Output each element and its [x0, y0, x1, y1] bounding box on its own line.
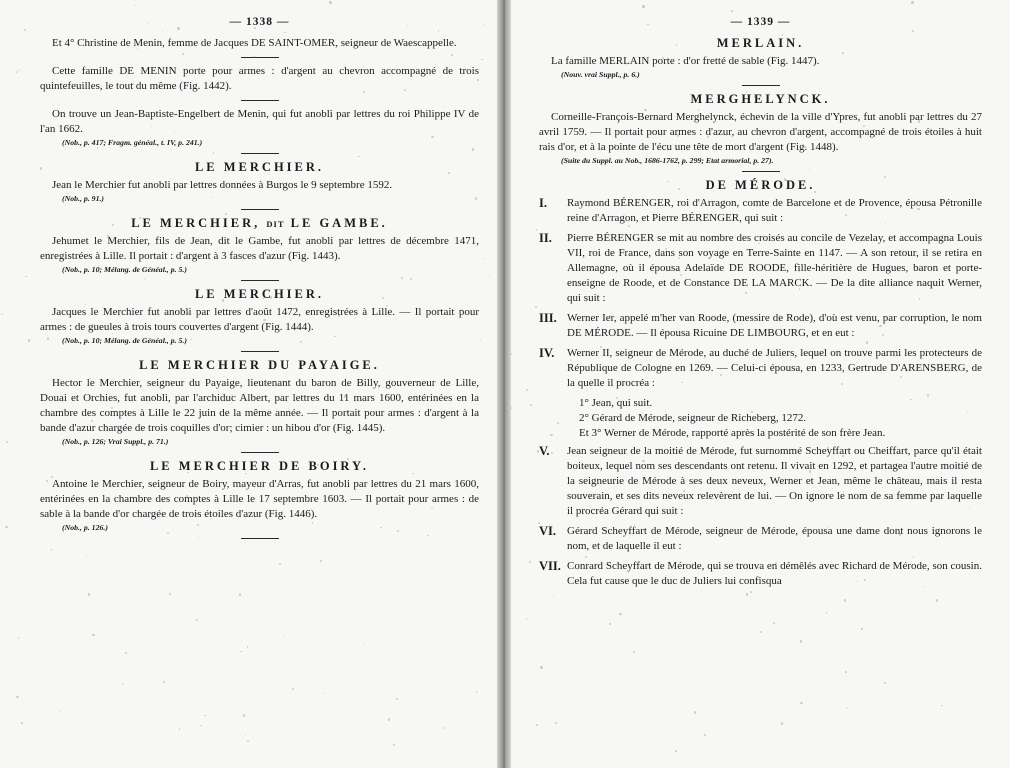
scan-speckle: [91, 420, 93, 422]
genealogy-entry: [539, 346, 982, 391]
scan-speckle: [676, 44, 677, 45]
scan-speckle: [694, 711, 696, 713]
scan-speckle: [481, 59, 483, 61]
scan-speckle: [859, 255, 860, 256]
scan-speckle: [239, 593, 242, 596]
genealogy-entry-text: Werner Ier, appelé m'her van Roode, (messire de Rode), d'où est venu, par corruption, le nom DE MÉRODE. — Il épousa Ricuine DE LIMBOURG, et en eut :: [567, 312, 982, 339]
scan-speckle: [18, 637, 20, 639]
scan-speckle: [677, 134, 679, 136]
scan-speckle: [633, 651, 635, 653]
section-title-text: LE MERCHIER DU PAYAIGE.: [139, 358, 380, 372]
scan-speckle: [200, 725, 202, 727]
scan-speckle: [148, 226, 149, 227]
scan-speckle: [704, 734, 706, 736]
scan-speckle: [707, 136, 709, 138]
scan-speckle: [28, 339, 30, 341]
scan-speckle: [135, 5, 136, 6]
scan-speckle: [590, 266, 592, 268]
scan-speckle: [197, 524, 199, 526]
scan-speckle: [284, 32, 285, 33]
scan-speckle: [804, 146, 805, 147]
scan-speckle: [263, 319, 265, 321]
scan-speckle: [776, 333, 778, 335]
paragraph: Jacques le Merchier fut anobli par lettres d'août 1472, enregistrées à Lille. — Il portait pour armes : de gueules à trois tours couvertes d'argent (Fig. 1444).: [40, 306, 479, 333]
section-title-text: LE MERCHIER,: [131, 216, 261, 230]
paragraph: Et 4° Christine de Menin, femme de Jacques DE SAINT-OMER, seigneur de Waescappelle.: [52, 37, 457, 49]
scan-speckle: [5, 526, 8, 529]
generation-number: III.: [539, 311, 557, 325]
scan-speckle: [760, 631, 762, 633]
scan-speckle: [292, 688, 294, 690]
scan-speckle: [270, 296, 273, 299]
section-title-text: DE MÉRODE.: [705, 178, 816, 192]
section-title: [40, 160, 479, 175]
genealogy-entry: [539, 311, 982, 341]
scan-speckle: [745, 292, 747, 294]
section-title: [40, 216, 479, 231]
scan-speckle: [6, 441, 8, 443]
scan-speckle: [364, 643, 365, 644]
scan-speckle: [707, 419, 708, 420]
genealogy-entry-text: Conrard Scheyffart de Mérode, qui se trouva en démêlés avec Richard de Mérode, son cousin. Cela fut cause que le duc de Juliers lui confisqua: [567, 560, 982, 587]
scan-speckle: [912, 30, 914, 32]
genealogy-entry: [539, 196, 982, 226]
scan-speckle: [88, 593, 90, 595]
scan-speckle: [609, 315, 611, 317]
scan-speckle: [243, 714, 245, 716]
section-title-text: LE MERCHIER.: [194, 287, 325, 301]
paragraph: Antoine le Merchier, seigneur de Boiry, mayeur d'Arras, fut anobli par lettres du 21 mars 1600, entérinées en la chambre des comptes à Lille le 17 septembre 1603. — Il portait pour armes : de sable à la bande d'or chargée de trois étoiles d'azur (Fig. 1446).: [40, 478, 479, 520]
source-reference: (Nouv. vrai Suppl., p. 6.): [561, 70, 640, 79]
section-divider: [241, 100, 279, 101]
scan-speckle: [438, 30, 440, 32]
genealogy-entry-text: Gérard Scheyffart de Mérode, seigneur de Mérode, épousa une dame dont nous ignorons le nom, et de laquelle il eut :: [567, 525, 982, 552]
scan-speckle: [177, 27, 179, 29]
scan-speckle: [936, 599, 938, 601]
scan-speckle: [536, 724, 538, 726]
generation-number: II.: [539, 231, 552, 245]
scan-speckle: [338, 315, 339, 316]
scan-speckle: [844, 599, 846, 601]
scan-speckle: [856, 581, 857, 582]
scan-speckle: [693, 98, 696, 101]
scan-speckle: [320, 560, 322, 562]
scan-speckle: [489, 275, 490, 276]
paragraph: La famille MERLAIN porte : d'or fretté de sable (Fig. 1447).: [551, 55, 820, 67]
left-page-body: [40, 36, 479, 539]
scan-speckle: [675, 750, 677, 752]
source-reference: (Nob., p. 126; Vrai Suppl., p. 71.): [62, 437, 169, 446]
page-number: — 1338 —: [229, 16, 290, 28]
genealogy-entry-text: Jean seigneur de la moitié de Mérode, fut surnommé Scheyffart ou Cheiffart, parce qu'il était boiteux, lequel nom ses descendants ont retenu. Il vivait en 1292, et partagea l'autre moitié de la seigneurie de Mérode à ses deux neveux, Werner et Jean, même le château, mais il resta souverain, et ses dits neveux relevèrent de lui. — On ignore le nom de sa femme par laquelle il procréa Gérard qui suit :: [567, 445, 982, 517]
scan-speckle: [21, 722, 23, 724]
scan-speckle: [151, 126, 152, 127]
scan-speckle: [477, 79, 478, 80]
paragraph: Corneille-François-Bernard Merghelynck, échevin de la ville d'Ypres, fut anobli par lettres du 27 avril 1759. — Il portait pour armes : d'azur, au chevron d'argent, accompagné de trois étoiles à huit rais d'or, et à la pointe de l'écu une tête de mort d'argent (Fig. 1448).: [539, 111, 982, 153]
right-page-body: [539, 36, 982, 589]
scan-speckle: [879, 325, 881, 327]
scan-speckle: [589, 495, 590, 496]
scan-speckle: [529, 561, 531, 563]
scan-speckle: [609, 623, 610, 624]
scan-speckle: [773, 622, 775, 624]
genealogy-entry: [539, 231, 982, 306]
section-title-text: LE MERCHIER DE BOIRY.: [149, 459, 370, 473]
scan-speckle: [698, 109, 700, 111]
scan-speckle: [263, 464, 264, 465]
scan-speckle: [962, 352, 963, 353]
scan-speckle: [619, 613, 621, 615]
section-title: [539, 178, 982, 193]
scan-speckle: [448, 172, 450, 174]
source-reference: (Nob., p. 417; Fragm. généal., t. IV, p. 241.): [62, 138, 203, 147]
section-divider: [742, 171, 780, 172]
genealogy-entry: [539, 524, 982, 554]
generation-number: I.: [539, 196, 547, 210]
scan-speckle: [845, 671, 847, 673]
scan-speckle: [472, 148, 474, 150]
page-number: — 1339 —: [730, 16, 791, 28]
scan-speckle: [666, 575, 667, 576]
genealogy-subitem: 2° Gérard de Mérode, seigneur de Richeberg, 1272.: [579, 412, 807, 424]
scan-speckle: [536, 229, 537, 230]
section-divider: [241, 351, 279, 352]
scan-speckle: [174, 132, 175, 133]
scan-speckle: [750, 591, 752, 593]
scan-speckle: [225, 213, 227, 215]
scan-speckle: [308, 310, 310, 312]
section-title-dit: DIT: [266, 219, 285, 229]
scan-speckle: [844, 563, 846, 565]
genealogy-entry-text: Raymond BÉRENGER, roi d'Arragon, comte de Barcelone et de Provence, épousa Pétronille reine d'Arragon, et Pierre BÉRENGER, qui suit :: [567, 197, 982, 224]
scan-speckle: [754, 96, 755, 97]
scan-speckle: [899, 533, 901, 535]
scan-speckle: [187, 312, 189, 314]
scan-speckle: [614, 144, 616, 146]
scan-speckle: [800, 702, 802, 704]
scan-speckle: [386, 305, 388, 307]
scan-speckle: [137, 48, 138, 49]
genealogy-entry: [539, 559, 982, 589]
scan-speckle: [125, 652, 127, 654]
scan-speckle: [911, 1, 913, 3]
scan-speckle: [431, 136, 433, 138]
scan-speckle: [107, 235, 109, 237]
paragraph: Jehumet le Merchier, fils de Jean, dit le Gambe, fut anobli par lettres de décembre 1471, enregistrées à Lille. Il portait : d'argent à 3 fasces d'azur (Fig. 1443).: [40, 235, 479, 262]
scan-speckle: [800, 640, 802, 642]
scan-speckle: [344, 395, 346, 397]
scan-speckle: [401, 277, 403, 279]
scan-speckle: [25, 276, 26, 277]
paragraph: Cette famille DE MENIN porte pour armes : d'argent au chevron accompagné de trois quintefeuilles, le tout du même (Fig. 1442).: [40, 65, 479, 92]
scan-speckle: [701, 591, 702, 592]
scan-speckle: [51, 549, 52, 550]
scan-speckle: [814, 191, 816, 193]
scan-speckle: [784, 178, 786, 180]
scan-speckle: [111, 407, 113, 409]
scan-speckle: [16, 71, 17, 72]
scan-speckle: [665, 248, 667, 250]
scan-speckle: [182, 53, 184, 55]
scan-speckle: [186, 495, 188, 497]
right-page: [505, 0, 1010, 768]
scan-speckle: [240, 651, 242, 653]
section-title-text: MERLAIN.: [716, 36, 805, 50]
scan-speckle: [884, 176, 886, 178]
scan-speckle: [67, 193, 68, 194]
scan-speckle: [917, 208, 919, 210]
scan-speckle: [553, 596, 554, 597]
scan-speckle: [526, 389, 528, 391]
genealogy-entry-text: Pierre BÉRENGER se mit au nombre des croisés au concile de Vezelay, et accompagna Louis VII, roi de France, dans son voyage en Terre-Sainte en 1147. — A son retour, il se retira en Allemagne, où il épousa Adelaïde DE ROODE, fille-héritière de Hugues, baron et porte-enseigne de Roode, et de Constance DE LA MARCK. — De la dite alliance naquit Werner, qui suit :: [567, 232, 982, 304]
scan-speckle: [263, 297, 264, 298]
scan-speckle: [187, 472, 188, 473]
source-reference: (Nob., p. 10; Mélang. de Généal., p. 5.): [62, 265, 187, 274]
section-divider: [241, 452, 279, 453]
scan-speckle: [843, 491, 844, 492]
scan-speckle: [169, 593, 171, 595]
scan-speckle: [845, 214, 847, 216]
scan-speckle: [827, 447, 828, 448]
source-reference: (Nob., p. 126.): [62, 523, 108, 532]
scan-speckle: [46, 480, 48, 482]
scan-speckle: [846, 707, 847, 708]
section-divider: [241, 538, 279, 539]
scan-speckle: [555, 722, 557, 724]
scan-speckle: [731, 10, 733, 12]
scan-speckle: [231, 395, 232, 396]
scan-speckle: [40, 167, 42, 169]
scan-speckle: [861, 628, 863, 630]
scan-speckle: [816, 353, 818, 355]
scan-speckle: [746, 593, 748, 595]
scan-speckle: [480, 340, 481, 341]
scan-speckle: [112, 224, 114, 226]
scan-speckle: [842, 52, 844, 54]
scan-speckle: [681, 419, 682, 420]
scan-speckle: [642, 460, 644, 462]
scan-speckle: [196, 619, 198, 621]
scan-speckle: [312, 522, 314, 524]
generation-number: VI.: [539, 524, 557, 538]
scan-speckle: [979, 287, 981, 289]
scan-speckle: [535, 306, 537, 308]
scan-speckle: [570, 359, 571, 360]
scan-speckle: [204, 715, 206, 717]
genealogy-entry-text: Werner II, seigneur de Mérode, au duché de Juliers, lequel on trouve parmi les protecteurs de République de Cologne en 1269. — Celui-ci épousa, en 1233, Gertrude D'ARENSBERG, de la quelle il procréa :: [567, 347, 982, 389]
scan-speckle: [927, 394, 929, 396]
scan-speckle: [163, 681, 165, 683]
scan-speckle: [24, 29, 26, 31]
scan-speckle: [751, 411, 753, 413]
scan-speckle: [826, 612, 828, 614]
scan-speckle: [799, 270, 801, 272]
scan-speckle: [86, 555, 88, 557]
scan-speckle: [92, 634, 94, 636]
scan-speckle: [347, 458, 349, 460]
scan-speckle: [642, 5, 645, 8]
section-title-text: MERGHELYNCK.: [690, 92, 831, 106]
scan-speckle: [866, 341, 868, 343]
scan-speckle: [388, 718, 391, 721]
section-title: [40, 358, 479, 373]
scan-speckle: [247, 646, 249, 648]
scan-speckle: [540, 666, 542, 668]
scan-speckle: [329, 1, 331, 3]
source-reference: (Suite du Suppl. au Nob., 1686-1762, p. 299; Etat armorial, p. 27).: [561, 156, 774, 165]
generation-number: VII.: [539, 559, 561, 573]
source-reference: (Nob., p. 10; Mélang. de Généal., p. 5.): [62, 336, 187, 345]
section-title-text: LE MERCHIER.: [194, 160, 325, 174]
scan-speckle: [444, 727, 445, 728]
scan-speckle: [526, 618, 528, 620]
source-reference: (Nob., p. 91.): [62, 194, 105, 203]
section-divider: [241, 57, 279, 58]
section-divider: [241, 153, 279, 154]
scan-speckle: [382, 297, 384, 299]
scan-speckle: [918, 120, 920, 122]
scan-speckle: [483, 258, 485, 260]
scan-speckle: [190, 339, 191, 340]
scan-speckle: [461, 309, 462, 310]
section-divider: [241, 209, 279, 210]
section-divider: [742, 85, 780, 86]
scan-speckle: [222, 299, 224, 301]
scan-speckle: [842, 455, 844, 457]
paragraph: Hector le Merchier, seigneur du Payaige, lieutenant du baron de Billy, gouverneur de Lille, Douai et Orchies, fut anobli, par l'archiduc Albert, par lettres du 11 mars 1600, entérinées en la chambre des comptes à Lille le 22 juin de la même année. — Il portait pour armes : d'argent à la bande d'azur chargée de trois coquilles d'or; cimier : un hibou d'or (Fig. 1445).: [40, 377, 479, 434]
scan-speckle: [1, 314, 3, 316]
scan-speckle: [47, 337, 49, 339]
scan-speckle: [882, 487, 883, 488]
generation-number: V.: [539, 444, 550, 458]
scan-speckle: [530, 404, 532, 406]
scan-speckle: [941, 705, 943, 707]
scan-speckle: [245, 735, 247, 737]
section-title: [40, 287, 479, 302]
genealogy-entry: [539, 444, 982, 519]
scan-speckle: [476, 691, 477, 692]
scan-speckle: [484, 24, 485, 25]
scan-speckle: [323, 693, 324, 694]
paragraph: Jean le Merchier fut anobli par lettres données à Burgos le 9 septembre 1592.: [52, 179, 393, 191]
scan-speckle: [165, 651, 166, 652]
section-title: [539, 36, 982, 51]
scan-speckle: [396, 698, 398, 700]
scan-speckle: [162, 31, 164, 33]
scan-speckle: [363, 91, 365, 93]
book-gutter: [497, 0, 511, 768]
paragraph: On trouve un Jean-Baptiste-Engelbert de Menin, qui fut anobli par lettres du roi Philippe IV de l'an 1662.: [40, 108, 479, 135]
section-title-text: LE GAMBE.: [290, 216, 388, 230]
scan-speckle: [393, 744, 395, 746]
scan-speckle: [139, 217, 141, 219]
section-title: [539, 92, 982, 107]
scan-speckle: [59, 711, 60, 712]
scan-speckle: [122, 683, 124, 685]
scan-speckle: [279, 563, 281, 565]
genealogy-subitem: 1° Jean, qui suit.: [579, 397, 653, 409]
scan-speckle: [150, 137, 151, 138]
generation-number: IV.: [539, 346, 555, 360]
scan-speckle: [758, 243, 759, 244]
scan-speckle: [245, 473, 247, 475]
scan-speckle: [179, 728, 181, 730]
scan-speckle: [283, 636, 284, 637]
scan-speckle: [910, 399, 912, 401]
section-divider: [241, 280, 279, 281]
scan-speckle: [981, 449, 982, 450]
scan-speckle: [637, 161, 639, 163]
scan-speckle: [781, 722, 783, 724]
scan-speckle: [133, 83, 134, 84]
scan-speckle: [18, 70, 20, 72]
scan-speckle: [16, 696, 18, 698]
scan-speckle: [884, 682, 886, 684]
section-title: [40, 459, 479, 474]
scan-speckle: [247, 740, 249, 742]
scan-speckle: [667, 181, 668, 182]
genealogy-subitem: Et 3° Werner de Mérode, rapporté après la postérité de son frère Jean.: [579, 427, 886, 439]
